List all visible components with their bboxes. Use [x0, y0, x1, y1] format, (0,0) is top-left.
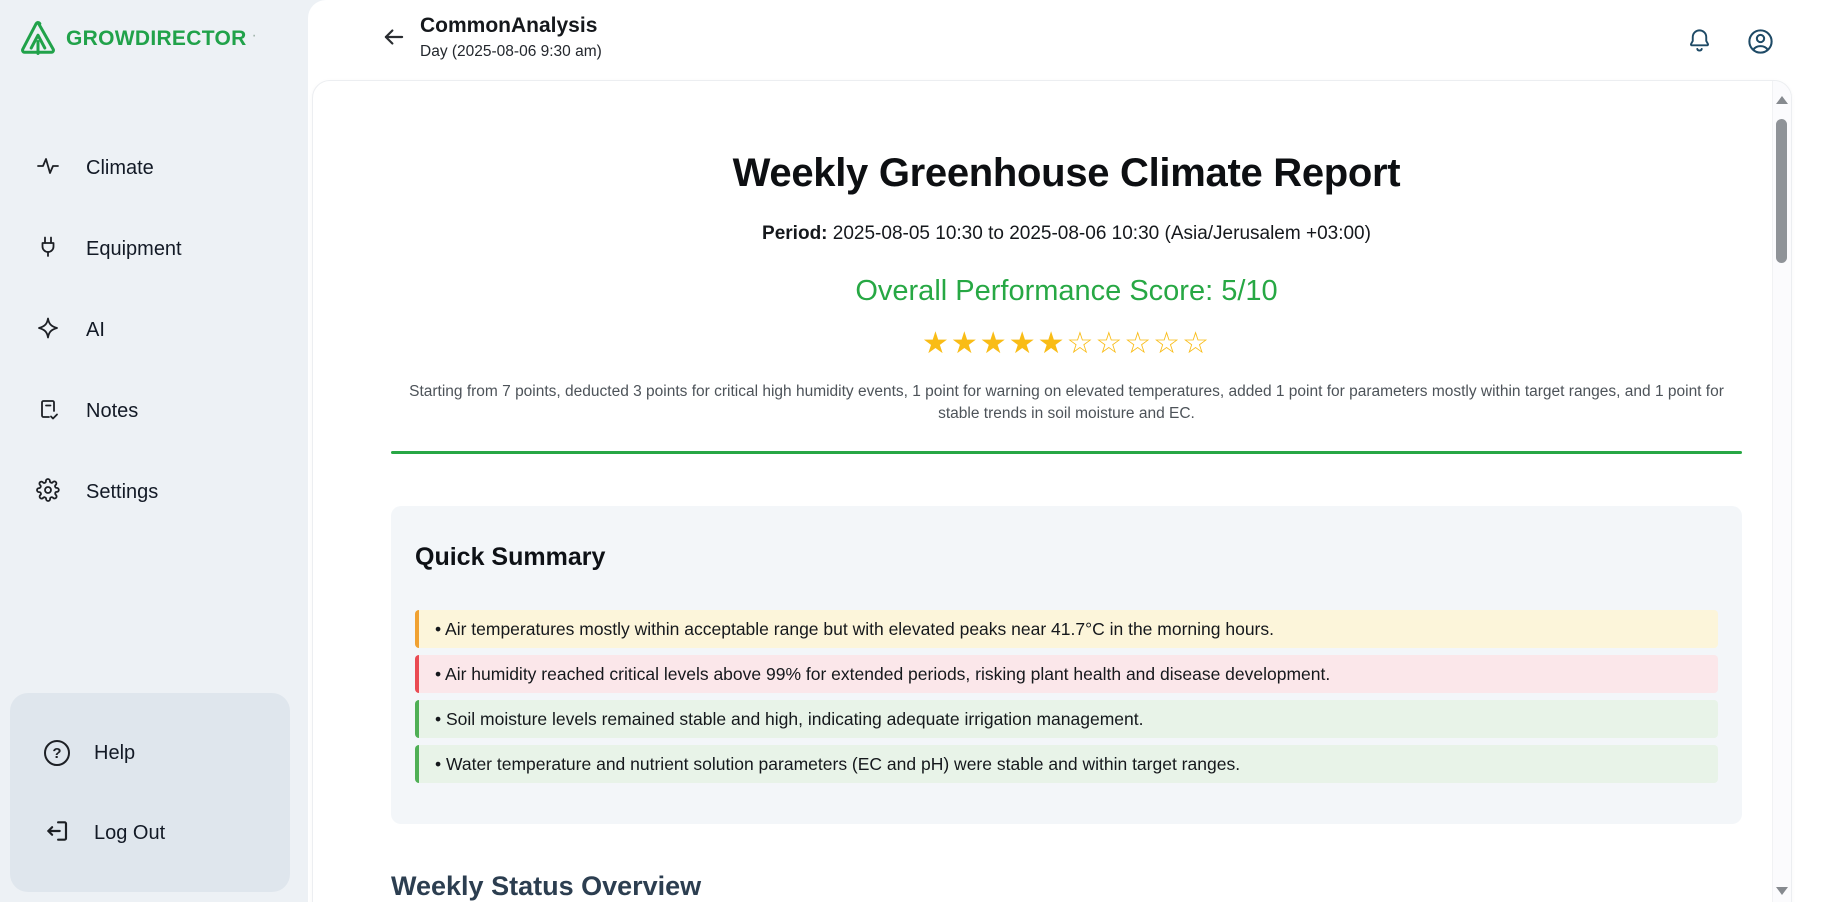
sidebar-item-label: AI: [86, 318, 105, 341]
sidebar-item-settings[interactable]: [0, 468, 308, 516]
sidebar-item-label: Equipment: [86, 237, 182, 260]
report-content: [313, 149, 1772, 902]
sidebar-item-notes[interactable]: [0, 387, 308, 435]
sidebar-footer: [10, 693, 290, 892]
quick-summary-list: [415, 610, 1718, 783]
sidebar-item-help[interactable]: [10, 729, 290, 777]
notes-icon: [36, 397, 60, 426]
sidebar-item-logout[interactable]: [10, 809, 290, 857]
notifications-button[interactable]: [1685, 27, 1713, 55]
page-title: CommonAnalysis: [420, 14, 598, 37]
gear-icon: [36, 478, 60, 507]
sidebar-item-label: Log Out: [94, 821, 166, 844]
performance-score: Overall Performance Score: 5/10: [855, 275, 1278, 307]
logout-icon: [44, 818, 70, 849]
bell-icon: [1686, 42, 1713, 57]
summary-alert: • Air humidity reached critical levels above 99% for extended periods, risking plant health and disease development.: [415, 655, 1718, 693]
sidebar-item-label: Settings: [86, 480, 159, 503]
quick-summary-title: Quick Summary: [415, 543, 606, 571]
back-button[interactable]: [380, 24, 408, 52]
page-subtitle: Day (2025-08-06 9:30 am): [420, 43, 602, 60]
scrollbar-thumb[interactable]: [1776, 119, 1787, 263]
score-explanation: Starting from 7 points, deducted 3 points for critical high humidity events, 1 point for warning on elevated temperatures, added 1 point for parameters mostly within target ranges, and 1 point for stable trends in soil moisture and EC.: [409, 383, 1724, 422]
activity-icon: [36, 154, 60, 183]
user-icon: [1746, 44, 1775, 59]
summary-alert: • Soil moisture levels remained stable and high, indicating adequate irrigation management.: [415, 700, 1718, 738]
sparkle-icon: [36, 316, 60, 345]
quick-summary-card: [391, 506, 1742, 824]
sidebar-item-equipment[interactable]: [0, 225, 308, 273]
summary-alert: • Water temperature and nutrient solution parameters (EC and pH) were stable and within target ranges.: [415, 745, 1718, 783]
report-period: [391, 221, 1742, 247]
scroll-down-arrow-icon[interactable]: [1776, 887, 1788, 895]
sidebar-item-climate[interactable]: [0, 144, 308, 192]
sidebar-item-label: Help: [94, 741, 136, 764]
report-scrollbar[interactable]: [1772, 81, 1791, 902]
topbar-icons: [1685, 27, 1774, 55]
report-title: Weekly Greenhouse Climate Report: [732, 151, 1401, 195]
topbar: [308, 0, 1830, 80]
star-rating: ★★★★★☆☆☆☆☆: [922, 327, 1211, 360]
arrow-left-icon: [381, 24, 407, 53]
period-label: Period:: [762, 223, 828, 244]
weekly-status-overview-title: Weekly Status Overview: [391, 871, 702, 901]
scroll-up-arrow-icon[interactable]: [1776, 96, 1788, 104]
page-header: [420, 13, 602, 63]
main-area: [308, 0, 1830, 902]
sidebar: [0, 0, 308, 902]
sidebar-item-ai[interactable]: [0, 306, 308, 354]
help-icon: ?: [44, 740, 70, 766]
plug-icon: [36, 235, 60, 264]
sidebar-item-label: Notes: [86, 399, 139, 422]
brand-logo[interactable]: [0, 0, 308, 78]
sidebar-nav: [0, 144, 308, 516]
brand-mark: ·: [251, 27, 257, 44]
growdirector-logo-icon: [18, 17, 58, 62]
account-button[interactable]: [1746, 27, 1774, 55]
main-panel: [308, 0, 1830, 902]
green-divider: [391, 451, 1742, 454]
sidebar-item-label: Climate: [86, 156, 154, 179]
brand-name: GROWDIRECTOR: [66, 27, 247, 50]
report-panel: [312, 80, 1792, 902]
period-value: 2025-08-05 10:30 to 2025-08-06 10:30 (Asia/Jerusalem +03:00): [832, 223, 1371, 244]
summary-alert: • Air temperatures mostly within acceptable range but with elevated peaks near 41.7°C in the morning hours.: [415, 610, 1718, 648]
